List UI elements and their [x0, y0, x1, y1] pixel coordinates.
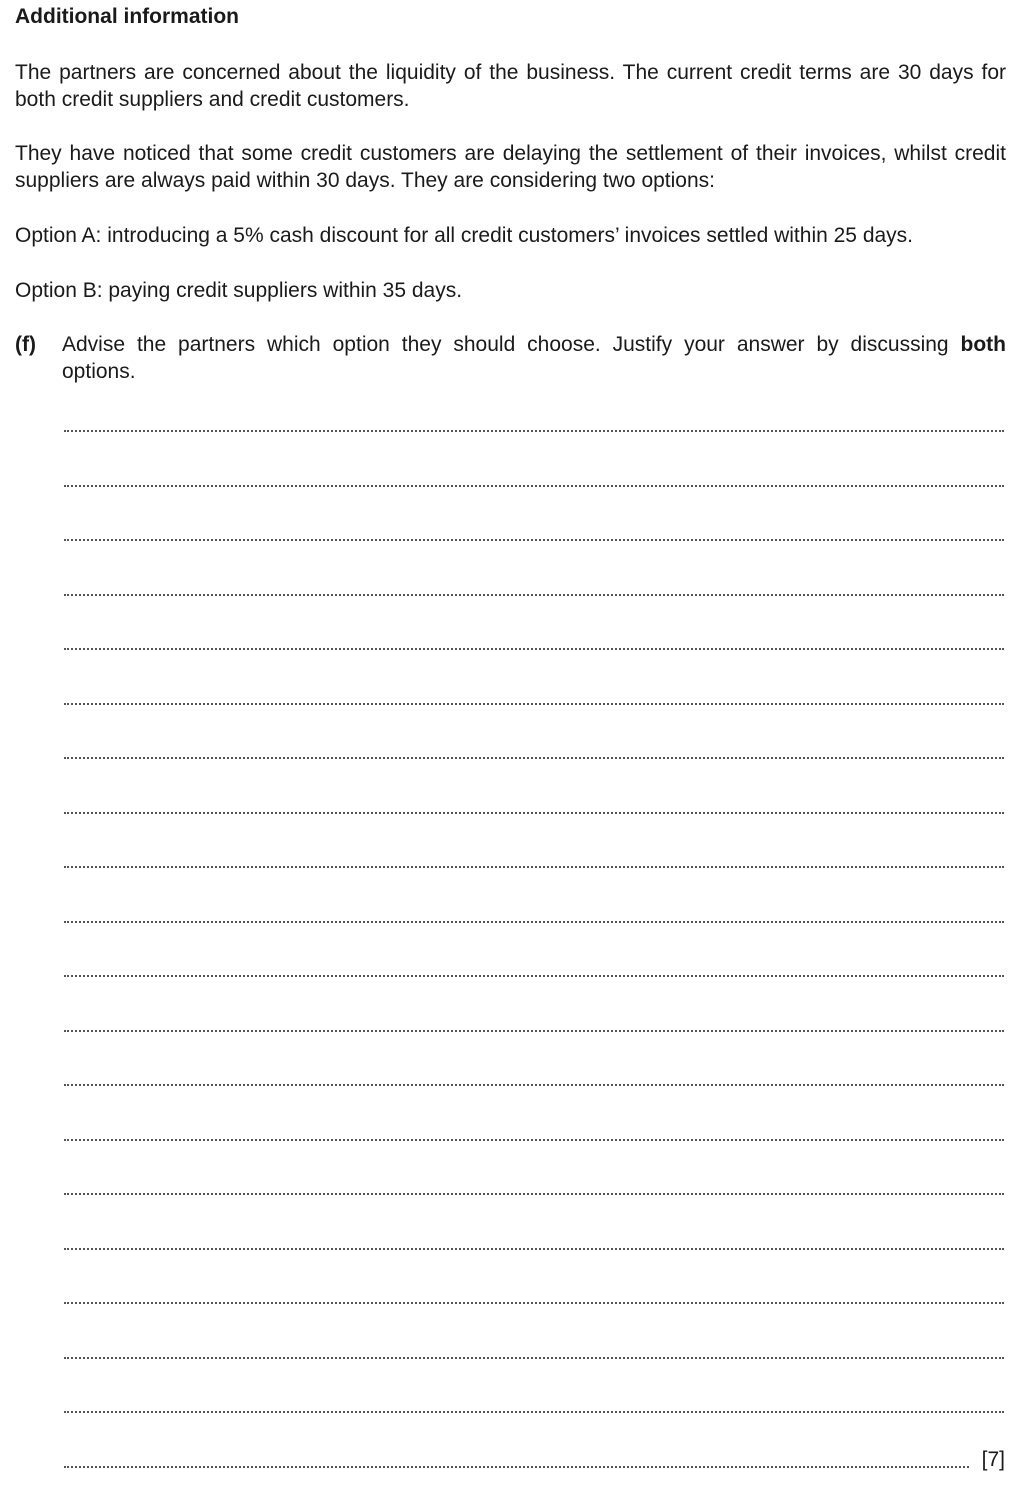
section-heading: Additional information — [15, 5, 239, 28]
paragraph-delays: They have noticed that some credit customers are delaying the settlement of their invoices, whilst credit suppliers are always paid within 30 days. They are considering two options: — [15, 142, 1006, 192]
question-label: (f) — [15, 333, 36, 356]
answer-line[interactable] — [64, 1139, 1004, 1141]
answer-line[interactable] — [64, 1030, 1004, 1032]
answer-line[interactable] — [64, 1084, 1004, 1086]
answer-line[interactable] — [64, 485, 1004, 487]
answer-line[interactable] — [64, 1193, 1004, 1195]
paragraph-liquidity: The partners are concerned about the liquidity of the business. The current credit terms are 30 days for both credit suppliers and credit customers. — [15, 61, 1006, 111]
question-bold-word: both — [960, 333, 1006, 356]
answer-line[interactable] — [64, 1248, 1004, 1250]
answer-line[interactable] — [64, 757, 1004, 759]
answer-line[interactable] — [64, 594, 1004, 596]
paragraph-option-b: Option B: paying credit suppliers within 35 days. — [15, 279, 463, 302]
question-text-start: Advise the partners which option they should choose. Justify your answer by discussing — [62, 333, 961, 356]
paragraph-option-a: Option A: introducing a 5% cash discount for all credit customers’ invoices settled within 25 days. — [15, 224, 914, 247]
marks-label: [7] — [981, 1448, 1005, 1471]
answer-line[interactable] — [64, 539, 1004, 541]
answer-line[interactable] — [64, 921, 1004, 923]
answer-line[interactable] — [64, 430, 1004, 432]
answer-line[interactable] — [64, 648, 1004, 650]
answer-line[interactable] — [64, 866, 1004, 868]
answer-line[interactable] — [64, 975, 1004, 977]
answer-line[interactable] — [64, 703, 1004, 705]
answer-line[interactable] — [64, 1466, 969, 1468]
question-text — [62, 331, 1006, 385]
answer-line[interactable] — [64, 1357, 1004, 1359]
question-text-end: options. — [62, 360, 136, 383]
answer-line[interactable] — [64, 1302, 1004, 1304]
answer-line[interactable] — [64, 1411, 1004, 1413]
answer-line[interactable] — [64, 812, 1004, 814]
